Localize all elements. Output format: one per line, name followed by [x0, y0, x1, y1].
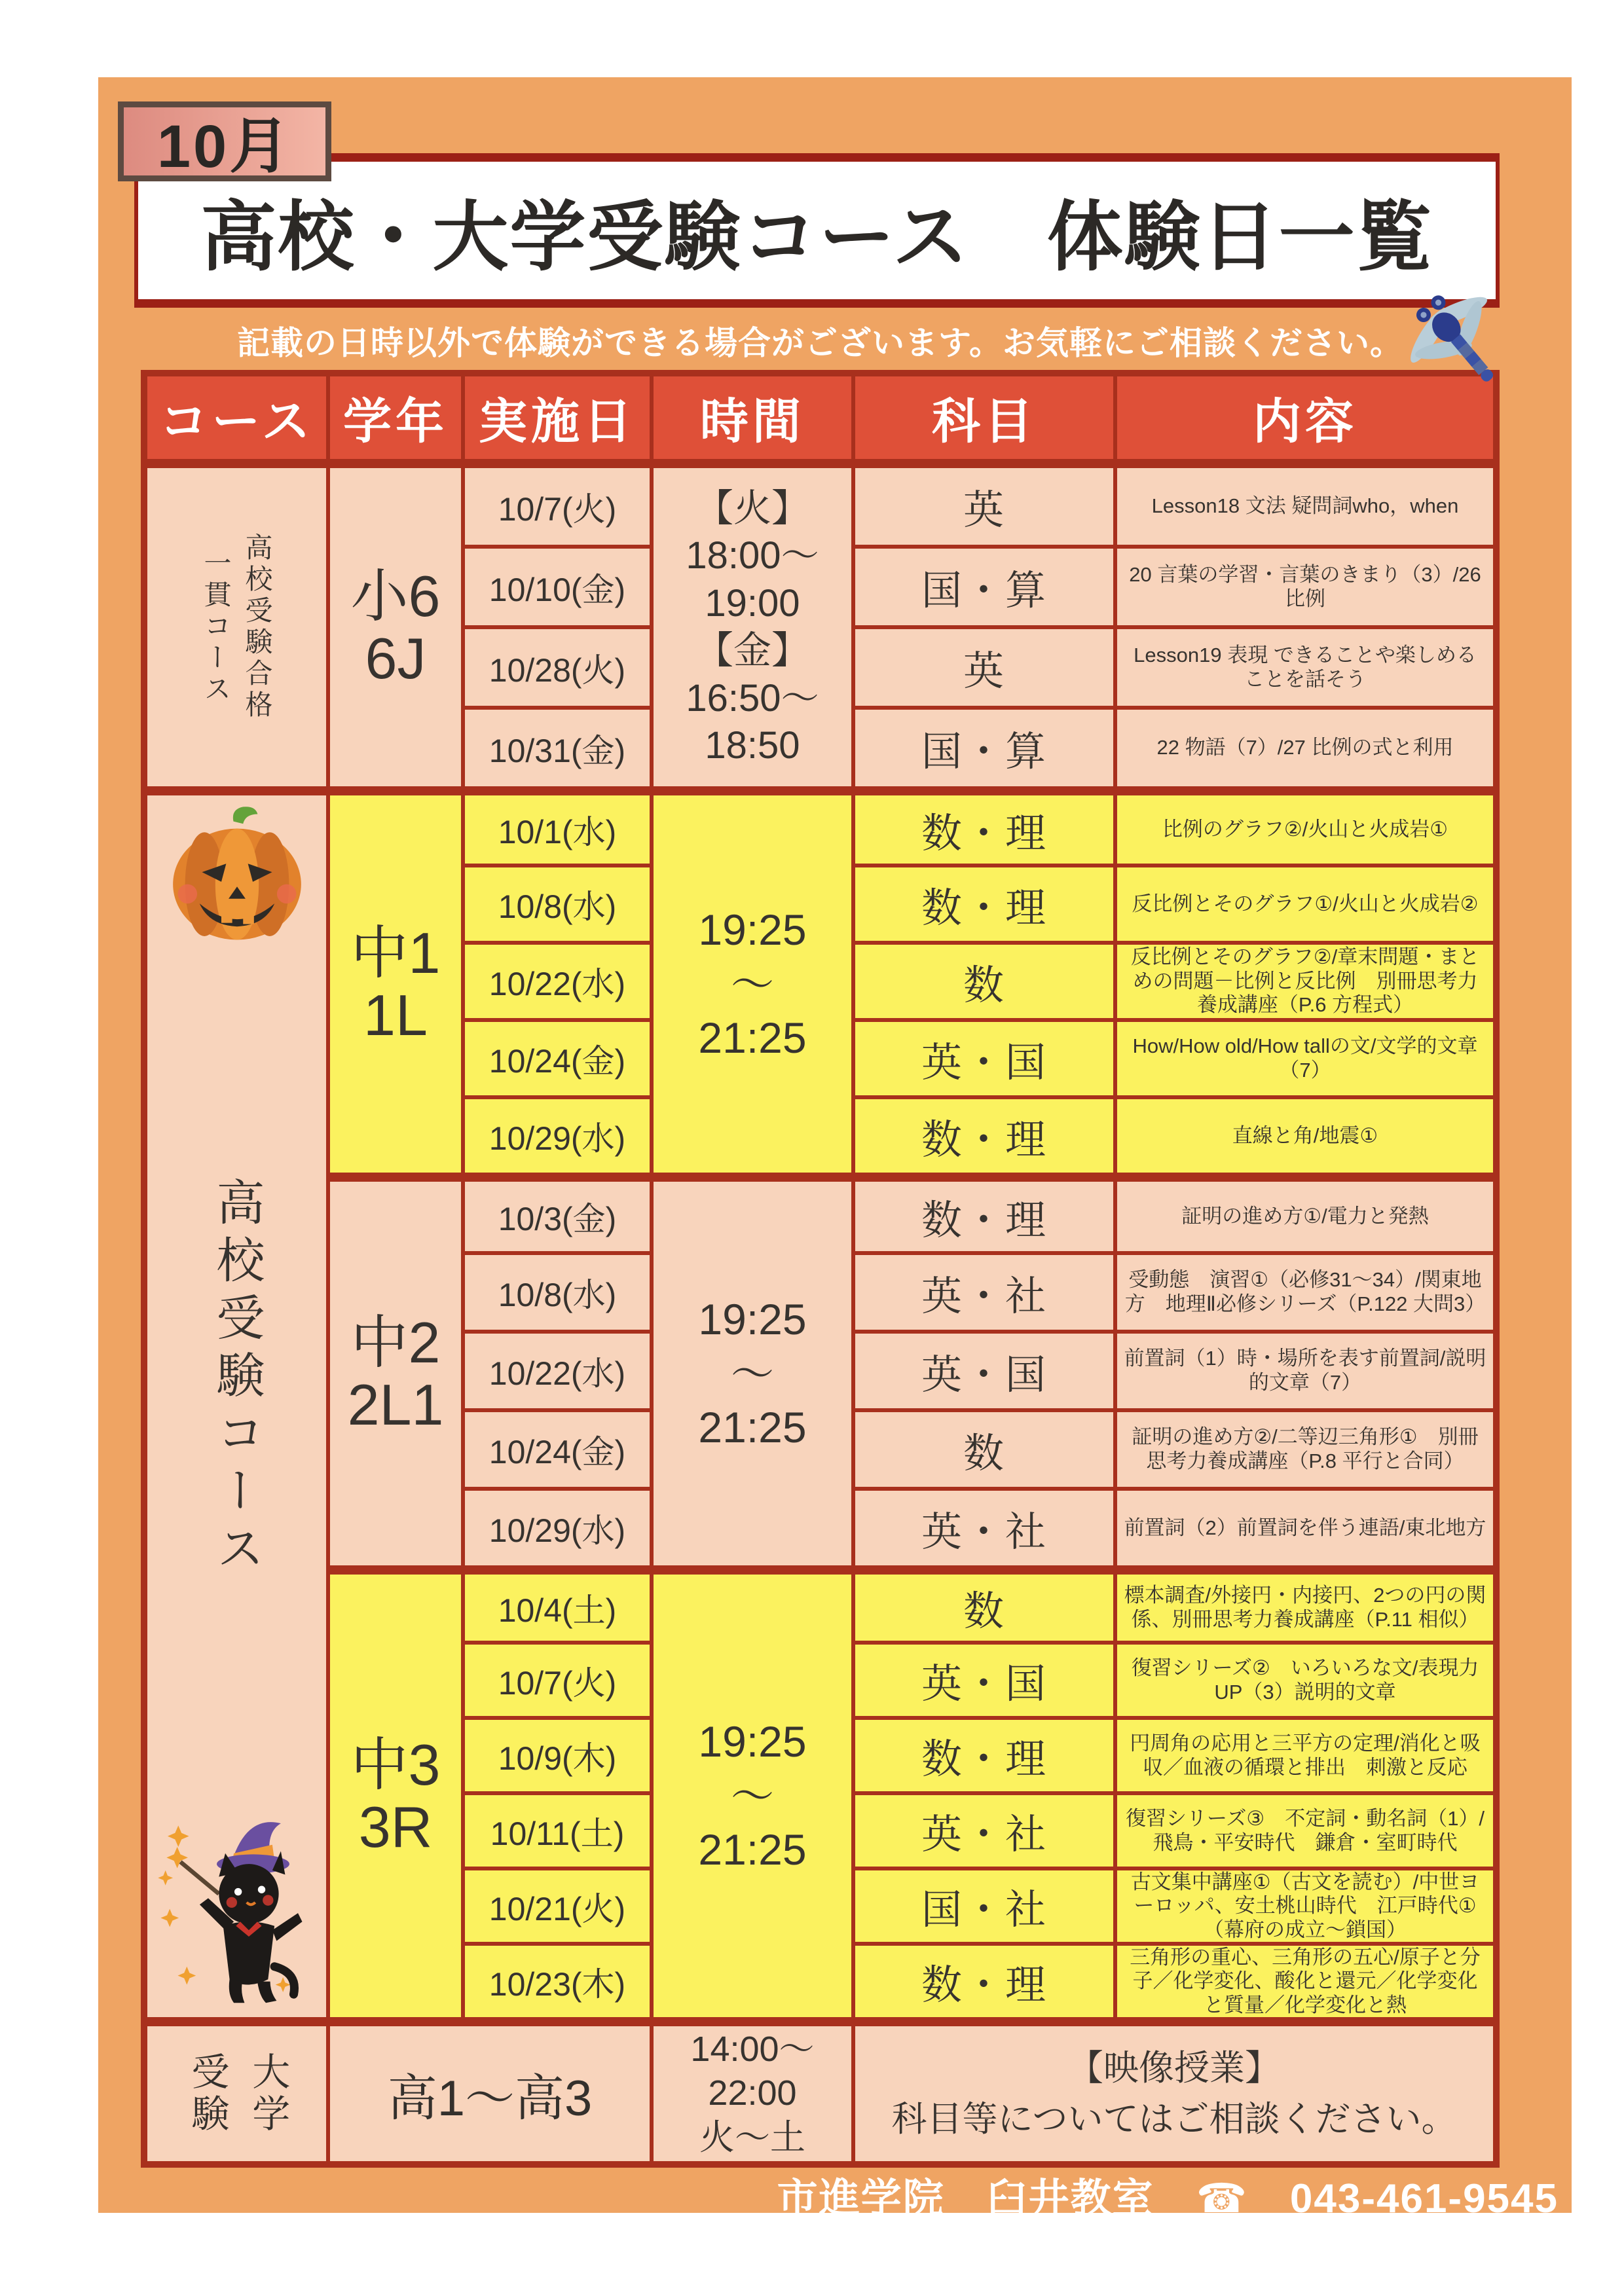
- content-cell: 復習シリーズ② いろいろな文/表現力UP（3）説明的文章: [1117, 1645, 1493, 1716]
- date-cell: 10/31(金): [465, 710, 650, 786]
- col-header-time: 時間: [654, 376, 851, 464]
- time-line: 16:50～: [686, 676, 819, 720]
- grade-label: 小6: [350, 563, 441, 629]
- date-cell: 10/29(水): [465, 1491, 650, 1565]
- date-cell: 10/24(金): [465, 1022, 650, 1095]
- subject-cell: 数: [855, 945, 1113, 1018]
- date-cell: 10/23(木): [465, 1946, 650, 2017]
- page-title: 高校・大学受験コース 体験日一覧: [200, 194, 1433, 280]
- content-line: 科目等についてはご相談ください。: [891, 2100, 1457, 2139]
- date-cell: 10/29(水): [465, 1099, 650, 1173]
- date-cell: 10/22(水): [465, 1334, 650, 1408]
- time-line: 18:00～: [686, 534, 819, 577]
- course-cell-elementary: [147, 468, 326, 786]
- grade-cell-chu2: [330, 1176, 461, 1565]
- time-cell-sho6: [654, 468, 851, 786]
- content-cell: 古文集中講座①（古文を読む）/中世ヨーロッパ、安土桃山時代 江戸時代①（幕府の成立～鎖国）: [1117, 1870, 1493, 1942]
- date-cell: 10/24(金): [465, 1412, 650, 1487]
- content-cell: 復習シリーズ③ 不定詞・動名詞（1）/飛鳥・平安時代 鎌倉・室町時代: [1117, 1795, 1493, 1867]
- content-cell: 受動態 演習①（必修31～34）/関東地方 地理Ⅱ必修シリーズ（P.122 大問3）: [1117, 1255, 1493, 1330]
- schedule-table: [141, 370, 1500, 2168]
- time-line: 19:00: [705, 581, 800, 625]
- date-cell: 10/7(火): [465, 1645, 650, 1716]
- date-cell: 10/10(金): [465, 549, 650, 625]
- content-cell: 直線と角/地震①: [1117, 1099, 1493, 1173]
- date-cell: 10/11(土): [465, 1795, 650, 1867]
- course-line: 高校受験合格: [242, 533, 273, 721]
- col-header-course: コース: [147, 376, 326, 464]
- content-cell-university: [855, 2021, 1493, 2161]
- content-cell: 円周角の応用と三平方の定理/消化と吸収／血液の循環と排出 刺激と反応: [1117, 1720, 1493, 1791]
- content-cell: How/How old/How tallの文/文学的文章（7）: [1117, 1022, 1493, 1095]
- subject-cell: 国・算: [855, 549, 1113, 625]
- grade-cell-koukou: 高1～高3: [330, 2021, 650, 2161]
- content-cell: 比例のグラフ②/火山と火成岩①: [1117, 790, 1493, 864]
- subject-cell: 数: [855, 1569, 1113, 1641]
- time-line: ～: [731, 959, 774, 1008]
- subject-cell: 英・国: [855, 1334, 1113, 1408]
- class-code: 2L1: [347, 1372, 444, 1437]
- time-line: 【火】: [695, 486, 809, 530]
- month-badge: [118, 101, 331, 181]
- footer-school-contact: 市進学院 臼井教室 ☎ 043-461-9545: [777, 2176, 1559, 2221]
- content-cell: 標本調査/外接円・内接円、2つの円の関係、別冊思考力養成講座（P.11 相似）: [1117, 1569, 1493, 1641]
- subject-cell: 数・理: [855, 1099, 1113, 1173]
- time-line: 19:25: [698, 1717, 807, 1766]
- class-code: 1L: [363, 983, 428, 1048]
- subject-cell: 英・社: [855, 1255, 1113, 1330]
- time-cell-chu3: [654, 1569, 851, 2017]
- time-line: 19:25: [698, 1295, 807, 1344]
- content-cell: 反比例とそのグラフ①/火山と火成岩②: [1117, 867, 1493, 941]
- subject-cell: 数・理: [855, 1176, 1113, 1251]
- notice-text: 記載の日時以外で体験ができる場合がございます。お気軽にご相談ください。: [237, 325, 1403, 361]
- witch-cat-icon: [155, 1806, 319, 2009]
- subject-cell: 英: [855, 468, 1113, 545]
- content-cell: 反比例とそのグラフ②/章末問題・まとめの問題－比例と反比例 別冊思考力養成講座（P.6 方程式）: [1117, 945, 1493, 1018]
- class-code: 6J: [365, 626, 426, 691]
- course-cell-university-exam: [147, 2021, 326, 2161]
- subject-cell: 数・理: [855, 1946, 1113, 2017]
- subject-cell: 英・国: [855, 1022, 1113, 1095]
- time-cell-chu1: [654, 790, 851, 1173]
- subject-cell: 英・社: [855, 1795, 1113, 1867]
- content-line: 【映像授業】: [1068, 2048, 1280, 2088]
- time-line: 21:25: [698, 1403, 807, 1452]
- col-header-date: 実施日: [465, 376, 650, 464]
- content-cell: 証明の進め方②/二等辺三角形① 別冊思考力養成講座（P.8 平行と合同）: [1117, 1412, 1493, 1487]
- content-cell: 証明の進め方①/電力と発熱: [1117, 1176, 1493, 1251]
- date-cell: 10/22(水): [465, 945, 650, 1018]
- subject-cell: 数・理: [855, 790, 1113, 864]
- date-cell: 10/3(金): [465, 1176, 650, 1251]
- subject-cell: 英: [855, 629, 1113, 706]
- course-label-vertical: [176, 2052, 298, 2136]
- time-line: 19:25: [698, 905, 807, 955]
- content-cell: Lesson18 文法 疑問詞who，when: [1117, 468, 1493, 545]
- subject-cell: 英・社: [855, 1491, 1113, 1565]
- col-header-subject: 科目: [855, 376, 1113, 464]
- date-cell: 10/28(火): [465, 629, 650, 706]
- grade-label: 中1: [350, 920, 441, 985]
- time-line: 22:00: [708, 2073, 797, 2113]
- time-line: 【金】: [695, 629, 809, 672]
- grade-cell-chu1: [330, 790, 461, 1173]
- time-line: 火～土: [699, 2117, 805, 2157]
- content-cell: 前置詞（1）時・場所を表す前置詞/説明的文章（7）: [1117, 1334, 1493, 1408]
- time-line: ～: [731, 1771, 774, 1820]
- time-line: 21:25: [698, 1825, 807, 1874]
- class-code: 3R: [358, 1795, 433, 1859]
- time-line: 21:25: [698, 1013, 807, 1063]
- time-cell-chu2: [654, 1176, 851, 1565]
- time-line: 18:50: [705, 724, 800, 767]
- subject-cell: 国・算: [855, 710, 1113, 786]
- subject-cell: 数・理: [855, 867, 1113, 941]
- title-box: [134, 153, 1500, 308]
- subject-cell: 数・理: [855, 1720, 1113, 1791]
- course-line: 受験: [185, 2052, 229, 2136]
- course-cell-highschool-exam: [147, 790, 326, 2017]
- jack-o-lantern-icon: [158, 803, 316, 951]
- grade-cell-chu3: [330, 1569, 461, 2017]
- dragonfly-icon: [1388, 272, 1532, 416]
- subject-cell: 数: [855, 1412, 1113, 1487]
- date-cell: 10/8(水): [465, 867, 650, 941]
- course-label-vertical: [196, 533, 278, 721]
- time-line: 14:00～: [690, 2029, 815, 2069]
- content-cell: 20 言葉の学習・言葉のきまり（3）/26 比例: [1117, 549, 1493, 625]
- grade-label: 中2: [350, 1309, 441, 1375]
- date-cell: 10/9(木): [465, 1720, 650, 1791]
- month-badge-label: 10月: [157, 113, 293, 180]
- date-cell: 10/1(水): [465, 790, 650, 864]
- course-line: 一貫コース: [200, 549, 232, 706]
- subject-cell: 国・社: [855, 1870, 1113, 1942]
- date-cell: 10/7(火): [465, 468, 650, 545]
- grade-cell-sho6: [330, 468, 461, 786]
- time-line: ～: [731, 1349, 774, 1398]
- col-header-grade: 学年: [330, 376, 461, 464]
- time-cell-university: [654, 2021, 851, 2161]
- date-cell: 10/8(水): [465, 1255, 650, 1330]
- course-line: 大学: [246, 2052, 289, 2136]
- grade-label: 中3: [350, 1732, 441, 1797]
- content-cell: Lesson19 表現 できることや楽しめることを話そう: [1117, 629, 1493, 706]
- content-cell: 22 物語（7）/27 比例の式と利用: [1117, 710, 1493, 786]
- course-label-vertical: 高校受験コース: [210, 1176, 265, 1580]
- content-cell: 前置詞（2）前置詞を伴う連語/東北地方: [1117, 1491, 1493, 1565]
- subject-cell: 英・国: [855, 1645, 1113, 1716]
- date-cell: 10/4(土): [465, 1569, 650, 1641]
- date-cell: 10/21(火): [465, 1870, 650, 1942]
- content-cell: 三角形の重心、三角形の五心/原子と分子／化学変化、酸化と還元／化学変化と質量／化学変化と熱: [1117, 1946, 1493, 2017]
- col-header-content: 内容: [1117, 376, 1493, 464]
